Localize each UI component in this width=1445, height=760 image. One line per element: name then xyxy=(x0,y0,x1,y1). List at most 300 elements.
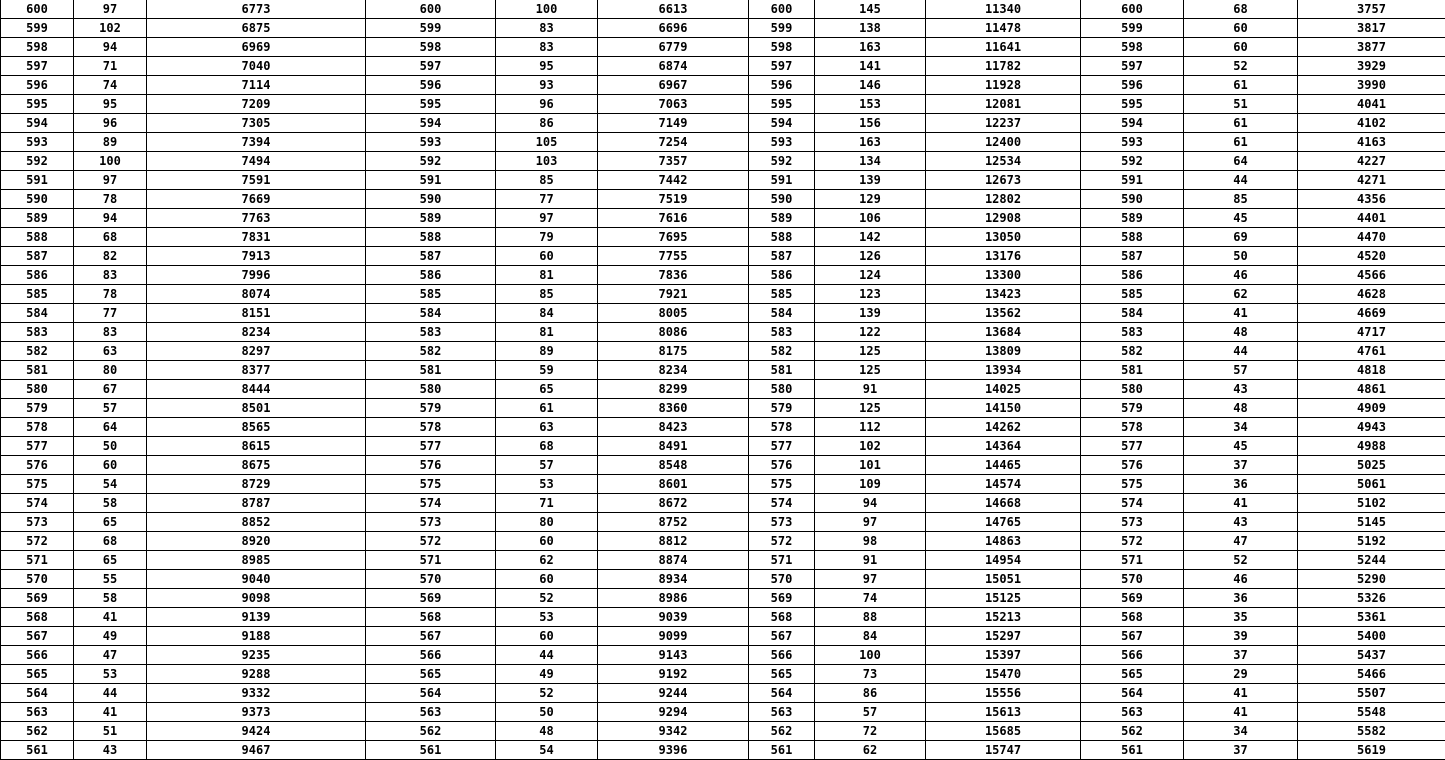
cell-cumulative-c: 15556 xyxy=(926,684,1081,703)
cell-count-c: 126 xyxy=(815,247,926,266)
cell-score-d: 571 xyxy=(1081,551,1184,570)
cell-count-d: 34 xyxy=(1184,418,1298,437)
cell-score-c: 600 xyxy=(749,0,815,19)
cell-cumulative-d: 5290 xyxy=(1298,570,1445,589)
cell-cumulative-c: 14150 xyxy=(926,399,1081,418)
cell-cumulative-c: 13684 xyxy=(926,323,1081,342)
table-row xyxy=(1,627,1445,646)
cell-count-c: 122 xyxy=(815,323,926,342)
cell-count-a: 55 xyxy=(74,570,147,589)
cell-score-b: 590 xyxy=(366,190,496,209)
cell-score-d: 597 xyxy=(1081,57,1184,76)
cell-score-a: 600 xyxy=(1,0,74,19)
cell-count-a: 57 xyxy=(74,399,147,418)
cell-cumulative-b: 6874 xyxy=(598,57,749,76)
cell-count-b: 49 xyxy=(496,665,598,684)
cell-count-b: 89 xyxy=(496,342,598,361)
cell-count-c: 91 xyxy=(815,380,926,399)
table-row xyxy=(1,228,1445,247)
cell-count-a: 78 xyxy=(74,190,147,209)
cell-score-c: 568 xyxy=(749,608,815,627)
cell-count-d: 45 xyxy=(1184,437,1298,456)
cell-count-a: 77 xyxy=(74,304,147,323)
cell-cumulative-d: 4227 xyxy=(1298,152,1445,171)
cell-score-a: 567 xyxy=(1,627,74,646)
cell-cumulative-a: 8675 xyxy=(147,456,366,475)
cell-score-b: 598 xyxy=(366,38,496,57)
cell-score-d: 573 xyxy=(1081,513,1184,532)
cell-count-c: 138 xyxy=(815,19,926,38)
table-row xyxy=(1,304,1445,323)
cell-score-c: 569 xyxy=(749,589,815,608)
table-row xyxy=(1,608,1445,627)
cell-count-d: 52 xyxy=(1184,551,1298,570)
cell-count-a: 94 xyxy=(74,38,147,57)
cell-count-d: 48 xyxy=(1184,399,1298,418)
cell-cumulative-c: 14668 xyxy=(926,494,1081,513)
cell-cumulative-a: 7494 xyxy=(147,152,366,171)
cell-score-d: 587 xyxy=(1081,247,1184,266)
cell-cumulative-b: 7063 xyxy=(598,95,749,114)
cell-score-c: 577 xyxy=(749,437,815,456)
cell-cumulative-c: 15397 xyxy=(926,646,1081,665)
cell-count-d: 36 xyxy=(1184,589,1298,608)
cell-score-b: 588 xyxy=(366,228,496,247)
cell-cumulative-b: 8934 xyxy=(598,570,749,589)
cell-score-d: 591 xyxy=(1081,171,1184,190)
cell-cumulative-c: 12802 xyxy=(926,190,1081,209)
cell-cumulative-b: 8360 xyxy=(598,399,749,418)
table-row xyxy=(1,684,1445,703)
table-row xyxy=(1,38,1445,57)
cell-score-c: 567 xyxy=(749,627,815,646)
table-row xyxy=(1,665,1445,684)
cell-cumulative-c: 13562 xyxy=(926,304,1081,323)
cell-count-c: 57 xyxy=(815,703,926,722)
cell-count-a: 65 xyxy=(74,513,147,532)
cell-cumulative-d: 4520 xyxy=(1298,247,1445,266)
cell-score-a: 596 xyxy=(1,76,74,95)
cell-cumulative-c: 12673 xyxy=(926,171,1081,190)
cell-count-d: 62 xyxy=(1184,285,1298,304)
cell-cumulative-c: 14262 xyxy=(926,418,1081,437)
cell-score-c: 561 xyxy=(749,741,815,760)
cell-cumulative-d: 5061 xyxy=(1298,475,1445,494)
table-row xyxy=(1,95,1445,114)
cell-score-b: 581 xyxy=(366,361,496,380)
cell-score-c: 576 xyxy=(749,456,815,475)
cell-score-b: 600 xyxy=(366,0,496,19)
cell-cumulative-d: 5361 xyxy=(1298,608,1445,627)
cell-count-b: 65 xyxy=(496,380,598,399)
cell-count-d: 37 xyxy=(1184,646,1298,665)
cell-score-c: 587 xyxy=(749,247,815,266)
cell-cumulative-d: 5400 xyxy=(1298,627,1445,646)
cell-score-d: 576 xyxy=(1081,456,1184,475)
cell-cumulative-b: 8672 xyxy=(598,494,749,513)
cell-score-d: 593 xyxy=(1081,133,1184,152)
cell-cumulative-a: 8234 xyxy=(147,323,366,342)
cell-cumulative-a: 7114 xyxy=(147,76,366,95)
cell-score-c: 566 xyxy=(749,646,815,665)
cell-count-a: 63 xyxy=(74,342,147,361)
cell-score-d: 572 xyxy=(1081,532,1184,551)
cell-count-d: 43 xyxy=(1184,380,1298,399)
cell-cumulative-d: 3877 xyxy=(1298,38,1445,57)
cell-cumulative-b: 8005 xyxy=(598,304,749,323)
cell-count-c: 102 xyxy=(815,437,926,456)
cell-count-c: 139 xyxy=(815,171,926,190)
cell-count-b: 96 xyxy=(496,95,598,114)
cell-count-d: 51 xyxy=(1184,95,1298,114)
cell-count-c: 163 xyxy=(815,133,926,152)
cell-cumulative-d: 4566 xyxy=(1298,266,1445,285)
cell-cumulative-a: 6969 xyxy=(147,38,366,57)
cell-score-b: 580 xyxy=(366,380,496,399)
table-row xyxy=(1,513,1445,532)
cell-count-c: 101 xyxy=(815,456,926,475)
cell-cumulative-b: 9192 xyxy=(598,665,749,684)
cell-count-d: 29 xyxy=(1184,665,1298,684)
cell-cumulative-b: 7149 xyxy=(598,114,749,133)
cell-cumulative-a: 9139 xyxy=(147,608,366,627)
cell-score-b: 574 xyxy=(366,494,496,513)
table-row xyxy=(1,209,1445,228)
cell-score-a: 563 xyxy=(1,703,74,722)
cell-cumulative-d: 5507 xyxy=(1298,684,1445,703)
cell-cumulative-c: 11782 xyxy=(926,57,1081,76)
cell-cumulative-b: 6967 xyxy=(598,76,749,95)
cell-count-d: 61 xyxy=(1184,76,1298,95)
cell-count-b: 68 xyxy=(496,437,598,456)
cell-cumulative-d: 3990 xyxy=(1298,76,1445,95)
cell-score-d: 595 xyxy=(1081,95,1184,114)
cell-cumulative-c: 14025 xyxy=(926,380,1081,399)
cell-count-a: 43 xyxy=(74,741,147,760)
cell-cumulative-b: 7616 xyxy=(598,209,749,228)
cell-score-d: 583 xyxy=(1081,323,1184,342)
cell-count-d: 39 xyxy=(1184,627,1298,646)
cell-score-d: 599 xyxy=(1081,19,1184,38)
cell-cumulative-c: 14863 xyxy=(926,532,1081,551)
cell-count-a: 64 xyxy=(74,418,147,437)
cell-count-b: 95 xyxy=(496,57,598,76)
cell-score-a: 599 xyxy=(1,19,74,38)
cell-cumulative-a: 9332 xyxy=(147,684,366,703)
cell-cumulative-c: 12534 xyxy=(926,152,1081,171)
cell-count-c: 156 xyxy=(815,114,926,133)
cell-score-a: 595 xyxy=(1,95,74,114)
cell-score-a: 584 xyxy=(1,304,74,323)
cell-cumulative-b: 6696 xyxy=(598,19,749,38)
cell-cumulative-b: 8986 xyxy=(598,589,749,608)
cell-cumulative-d: 4717 xyxy=(1298,323,1445,342)
cell-cumulative-d: 4943 xyxy=(1298,418,1445,437)
cell-cumulative-a: 9467 xyxy=(147,741,366,760)
cell-cumulative-c: 15051 xyxy=(926,570,1081,589)
cell-cumulative-b: 8548 xyxy=(598,456,749,475)
cell-score-b: 589 xyxy=(366,209,496,228)
cell-count-c: 153 xyxy=(815,95,926,114)
cell-score-b: 561 xyxy=(366,741,496,760)
cell-cumulative-c: 12081 xyxy=(926,95,1081,114)
cell-score-c: 597 xyxy=(749,57,815,76)
cell-cumulative-a: 9188 xyxy=(147,627,366,646)
table-row xyxy=(1,57,1445,76)
cell-count-c: 88 xyxy=(815,608,926,627)
cell-cumulative-c: 11928 xyxy=(926,76,1081,95)
cell-cumulative-c: 15470 xyxy=(926,665,1081,684)
cell-cumulative-b: 7695 xyxy=(598,228,749,247)
cell-score-a: 575 xyxy=(1,475,74,494)
cell-count-b: 44 xyxy=(496,646,598,665)
cell-count-d: 41 xyxy=(1184,703,1298,722)
cell-count-a: 44 xyxy=(74,684,147,703)
cell-score-a: 598 xyxy=(1,38,74,57)
cell-score-d: 575 xyxy=(1081,475,1184,494)
cell-score-b: 573 xyxy=(366,513,496,532)
cell-count-a: 78 xyxy=(74,285,147,304)
cell-score-d: 600 xyxy=(1081,0,1184,19)
cell-score-c: 572 xyxy=(749,532,815,551)
cell-cumulative-a: 7209 xyxy=(147,95,366,114)
cell-score-c: 595 xyxy=(749,95,815,114)
cell-count-d: 37 xyxy=(1184,456,1298,475)
cell-count-c: 97 xyxy=(815,513,926,532)
cell-cumulative-a: 8565 xyxy=(147,418,366,437)
cell-score-d: 584 xyxy=(1081,304,1184,323)
cell-score-a: 573 xyxy=(1,513,74,532)
cell-cumulative-b: 6613 xyxy=(598,0,749,19)
cell-count-c: 97 xyxy=(815,570,926,589)
cell-count-c: 125 xyxy=(815,399,926,418)
cell-score-b: 571 xyxy=(366,551,496,570)
cell-score-b: 562 xyxy=(366,722,496,741)
cell-count-a: 95 xyxy=(74,95,147,114)
cell-count-b: 80 xyxy=(496,513,598,532)
cell-cumulative-a: 8297 xyxy=(147,342,366,361)
cell-count-a: 100 xyxy=(74,152,147,171)
cell-cumulative-b: 8601 xyxy=(598,475,749,494)
cell-count-c: 125 xyxy=(815,361,926,380)
cell-score-b: 585 xyxy=(366,285,496,304)
cell-score-c: 570 xyxy=(749,570,815,589)
cell-count-b: 60 xyxy=(496,570,598,589)
cell-score-c: 573 xyxy=(749,513,815,532)
table-row xyxy=(1,722,1445,741)
cell-cumulative-a: 8074 xyxy=(147,285,366,304)
cell-cumulative-d: 4470 xyxy=(1298,228,1445,247)
cell-cumulative-c: 11340 xyxy=(926,0,1081,19)
cell-cumulative-b: 9143 xyxy=(598,646,749,665)
cell-score-b: 570 xyxy=(366,570,496,589)
cell-score-d: 564 xyxy=(1081,684,1184,703)
cell-cumulative-d: 4761 xyxy=(1298,342,1445,361)
table-row xyxy=(1,0,1445,19)
cell-count-d: 41 xyxy=(1184,304,1298,323)
cell-score-a: 597 xyxy=(1,57,74,76)
cell-score-b: 578 xyxy=(366,418,496,437)
cell-score-b: 568 xyxy=(366,608,496,627)
cell-count-a: 58 xyxy=(74,494,147,513)
cell-count-a: 54 xyxy=(74,475,147,494)
cell-cumulative-d: 4401 xyxy=(1298,209,1445,228)
cell-count-d: 85 xyxy=(1184,190,1298,209)
cell-cumulative-a: 6773 xyxy=(147,0,366,19)
cell-count-b: 62 xyxy=(496,551,598,570)
cell-cumulative-a: 7669 xyxy=(147,190,366,209)
cell-count-c: 141 xyxy=(815,57,926,76)
cell-cumulative-b: 7442 xyxy=(598,171,749,190)
cell-score-b: 579 xyxy=(366,399,496,418)
cell-cumulative-b: 8752 xyxy=(598,513,749,532)
cell-count-c: 125 xyxy=(815,342,926,361)
cell-score-c: 579 xyxy=(749,399,815,418)
cell-score-c: 574 xyxy=(749,494,815,513)
table-row xyxy=(1,114,1445,133)
cell-cumulative-a: 6875 xyxy=(147,19,366,38)
cell-count-b: 83 xyxy=(496,19,598,38)
table-row xyxy=(1,342,1445,361)
cell-cumulative-b: 9396 xyxy=(598,741,749,760)
cell-count-b: 79 xyxy=(496,228,598,247)
cell-cumulative-d: 5102 xyxy=(1298,494,1445,513)
table-row xyxy=(1,190,1445,209)
cell-score-c: 562 xyxy=(749,722,815,741)
cell-score-a: 564 xyxy=(1,684,74,703)
cell-cumulative-a: 8787 xyxy=(147,494,366,513)
cell-score-b: 599 xyxy=(366,19,496,38)
cell-score-a: 578 xyxy=(1,418,74,437)
cell-cumulative-d: 4861 xyxy=(1298,380,1445,399)
cell-count-a: 71 xyxy=(74,57,147,76)
cell-cumulative-c: 15213 xyxy=(926,608,1081,627)
table-row xyxy=(1,551,1445,570)
cell-score-b: 567 xyxy=(366,627,496,646)
table-row xyxy=(1,570,1445,589)
cell-score-c: 580 xyxy=(749,380,815,399)
cell-cumulative-c: 15297 xyxy=(926,627,1081,646)
cell-score-b: 569 xyxy=(366,589,496,608)
cell-cumulative-a: 9098 xyxy=(147,589,366,608)
cell-count-c: 86 xyxy=(815,684,926,703)
cell-count-a: 97 xyxy=(74,0,147,19)
table-row xyxy=(1,152,1445,171)
cell-score-d: 592 xyxy=(1081,152,1184,171)
cell-count-c: 112 xyxy=(815,418,926,437)
cell-count-d: 68 xyxy=(1184,0,1298,19)
cell-score-a: 561 xyxy=(1,741,74,760)
cell-count-b: 93 xyxy=(496,76,598,95)
table-row xyxy=(1,76,1445,95)
cell-score-c: 585 xyxy=(749,285,815,304)
cell-count-a: 67 xyxy=(74,380,147,399)
cell-score-a: 583 xyxy=(1,323,74,342)
cell-cumulative-b: 8491 xyxy=(598,437,749,456)
cell-score-b: 577 xyxy=(366,437,496,456)
cell-count-b: 100 xyxy=(496,0,598,19)
cell-cumulative-d: 5582 xyxy=(1298,722,1445,741)
cell-count-b: 52 xyxy=(496,684,598,703)
cell-cumulative-a: 8985 xyxy=(147,551,366,570)
cell-score-b: 597 xyxy=(366,57,496,76)
cell-cumulative-d: 4163 xyxy=(1298,133,1445,152)
cell-cumulative-b: 7921 xyxy=(598,285,749,304)
cell-count-c: 109 xyxy=(815,475,926,494)
cell-count-b: 85 xyxy=(496,171,598,190)
cell-count-a: 68 xyxy=(74,228,147,247)
cell-count-c: 146 xyxy=(815,76,926,95)
cell-cumulative-b: 7836 xyxy=(598,266,749,285)
cell-score-c: 586 xyxy=(749,266,815,285)
cell-score-a: 577 xyxy=(1,437,74,456)
cell-cumulative-d: 5619 xyxy=(1298,741,1445,760)
cell-count-d: 44 xyxy=(1184,171,1298,190)
cell-cumulative-c: 13300 xyxy=(926,266,1081,285)
cell-score-c: 584 xyxy=(749,304,815,323)
cell-count-b: 54 xyxy=(496,741,598,760)
cell-score-d: 594 xyxy=(1081,114,1184,133)
table-row xyxy=(1,456,1445,475)
cell-score-b: 591 xyxy=(366,171,496,190)
cell-count-a: 74 xyxy=(74,76,147,95)
cell-cumulative-c: 12400 xyxy=(926,133,1081,152)
cell-count-d: 44 xyxy=(1184,342,1298,361)
cell-cumulative-d: 5244 xyxy=(1298,551,1445,570)
cell-cumulative-b: 8299 xyxy=(598,380,749,399)
cell-score-d: 566 xyxy=(1081,646,1184,665)
cell-score-d: 568 xyxy=(1081,608,1184,627)
cell-score-c: 598 xyxy=(749,38,815,57)
cell-score-c: 591 xyxy=(749,171,815,190)
cell-count-a: 102 xyxy=(74,19,147,38)
cell-cumulative-c: 11641 xyxy=(926,38,1081,57)
cell-cumulative-a: 8852 xyxy=(147,513,366,532)
cell-score-d: 588 xyxy=(1081,228,1184,247)
cell-count-d: 60 xyxy=(1184,38,1298,57)
cell-count-d: 61 xyxy=(1184,114,1298,133)
cell-score-a: 590 xyxy=(1,190,74,209)
cell-score-d: 570 xyxy=(1081,570,1184,589)
cell-count-d: 46 xyxy=(1184,570,1298,589)
cell-score-b: 587 xyxy=(366,247,496,266)
cell-count-d: 41 xyxy=(1184,494,1298,513)
cell-count-d: 69 xyxy=(1184,228,1298,247)
cell-count-a: 97 xyxy=(74,171,147,190)
cell-score-a: 585 xyxy=(1,285,74,304)
cell-score-c: 564 xyxy=(749,684,815,703)
cell-cumulative-b: 8874 xyxy=(598,551,749,570)
cell-count-c: 98 xyxy=(815,532,926,551)
cell-score-d: 574 xyxy=(1081,494,1184,513)
cell-score-c: 589 xyxy=(749,209,815,228)
cell-count-c: 72 xyxy=(815,722,926,741)
cell-score-d: 577 xyxy=(1081,437,1184,456)
cell-score-c: 596 xyxy=(749,76,815,95)
cell-score-b: 565 xyxy=(366,665,496,684)
cell-cumulative-b: 8812 xyxy=(598,532,749,551)
cell-count-a: 96 xyxy=(74,114,147,133)
cell-score-a: 568 xyxy=(1,608,74,627)
cell-count-b: 103 xyxy=(496,152,598,171)
cell-cumulative-b: 8086 xyxy=(598,323,749,342)
cell-cumulative-b: 9039 xyxy=(598,608,749,627)
table-row xyxy=(1,247,1445,266)
cell-count-d: 47 xyxy=(1184,532,1298,551)
cell-score-c: 594 xyxy=(749,114,815,133)
cell-score-d: 581 xyxy=(1081,361,1184,380)
cell-score-d: 567 xyxy=(1081,627,1184,646)
